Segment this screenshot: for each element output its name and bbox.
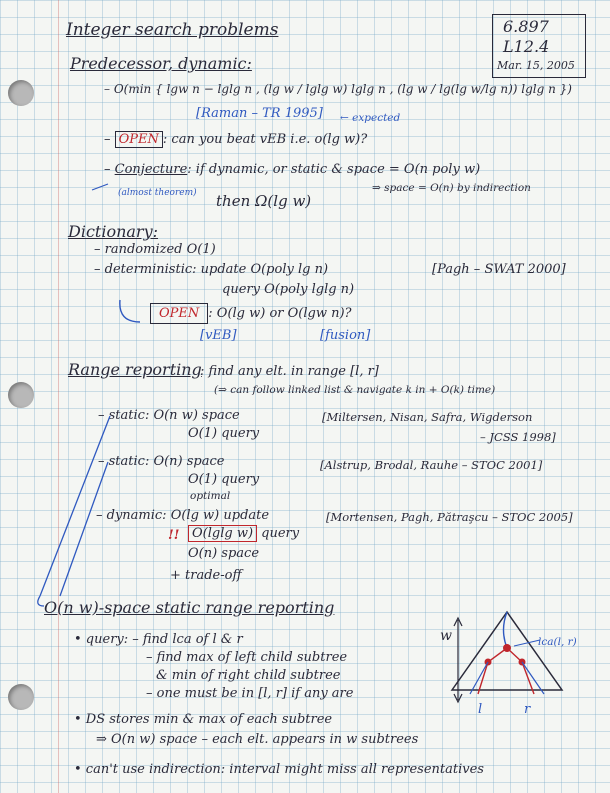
page-title: Integer search problems — [66, 20, 279, 40]
static2-query: O(1) query — [188, 472, 260, 487]
range-heading: Range reporting — [68, 360, 202, 379]
dict-randomized: – randomized O(1) — [94, 242, 216, 257]
static1-cite: [Miltersen, Nisan, Safra, Wigderson — [322, 410, 533, 424]
onw-q1: • query: – find lca of l & r — [74, 632, 243, 647]
dynamic-cite: [Mortensen, Pagh, Pătraşcu – STOC 2005] — [326, 510, 573, 524]
tree-subtrees — [478, 648, 534, 694]
dict-open-text: : O(lg w) or O(lgw n)? — [208, 306, 352, 321]
range-def2: (⇒ can follow linked list & navigate k in + O(k) time) — [214, 384, 496, 396]
onw-cant: • can't use indirection: interval might miss all representatives — [74, 762, 484, 777]
range-arrow-left — [40, 416, 110, 596]
dict-veb: [vEB] — [200, 328, 237, 343]
dict-cite: [Pagh – SWAT 2000] — [432, 262, 566, 277]
dict-query: query O(poly lglg n) — [222, 282, 355, 297]
dynamic-space: O(n) space — [188, 546, 260, 561]
course-number: 6.897 — [503, 17, 549, 36]
static1-cite2: – JCSS 1998] — [480, 430, 556, 444]
dynamic-bang: !! — [168, 528, 180, 543]
static2: – static: O(n) space — [98, 454, 225, 469]
open-text: : can you beat vEB i.e. o(lg w)? — [162, 132, 368, 147]
predecessor-bound: – O(min { lgw n − lglg n , (lg w / lglg w) lglg n , (lg w / lg(lg w/lg n)) lglg n }) — [104, 82, 572, 96]
predecessor-cite: [Raman – TR 1995] — [196, 106, 323, 121]
predecessor-expected: ← expected — [340, 112, 401, 124]
dynamic-query-box: O(lglg w) — [188, 525, 257, 542]
dict-open-badge: OPEN — [150, 303, 208, 324]
dictionary-heading: Dictionary: — [68, 222, 159, 241]
onw-q2: – find max of left child subtree — [146, 650, 348, 665]
conjecture-text: : if dynamic, or static & space = O(n poly w) — [187, 162, 481, 177]
onw-q4: – one must be in [l, r] if any are — [146, 686, 354, 701]
conjecture-then: then Ω(lg w) — [216, 192, 312, 210]
dynamic: – dynamic: O(lg w) update — [96, 508, 270, 523]
range-arrow-tail — [38, 596, 44, 606]
onw-q3: & min of right child subtree — [156, 668, 341, 683]
tree-r-label: r — [524, 702, 531, 717]
dict-fusion: [fusion] — [320, 328, 371, 343]
tree-l-label: l — [478, 702, 483, 717]
open-badge: OPEN — [115, 131, 163, 148]
lecture-date: Mar. 15, 2005 — [497, 59, 575, 72]
almost-arrow — [92, 184, 108, 190]
onw-ds: • DS stores min & max of each subtree — [74, 712, 333, 727]
almost-theorem: (almost theorem) — [118, 188, 197, 198]
static1: – static: O(n w) space — [98, 408, 240, 423]
conjecture-label: Conjecture — [114, 162, 188, 177]
static2-optimal: optimal — [190, 490, 231, 502]
tradeoff: + trade-off — [170, 568, 242, 583]
lecture-page: L12.4 — [503, 37, 550, 56]
tree-w-label: w — [440, 628, 452, 644]
dict-deterministic: – deterministic: update O(poly lg n) — [94, 262, 329, 277]
static2-cite: [Alstrup, Brodal, Rauhe – STOC 2001] — [320, 458, 543, 472]
range-def: : find any elt. in range [l, r] — [200, 364, 379, 379]
dict-arrow — [120, 300, 140, 322]
dynamic-query-label: query — [261, 526, 300, 541]
onw-ds2: ⇒ O(n w) space – each elt. appears in w subtrees — [96, 732, 419, 747]
space-note: ⇒ space = O(n) by indirection — [372, 182, 531, 194]
onw-heading: O(n w)-space static range reporting — [44, 598, 335, 617]
predecessor-open-row: – OPEN : can you beat vEB i.e. o(lg w)? — [104, 132, 368, 147]
tree-lca-label: lca(l, r) — [538, 636, 577, 648]
predecessor-heading: Predecessor, dynamic: — [70, 54, 252, 73]
conjecture-row: – Conjecture: if dynamic, or static & space = O(n poly w) — [104, 162, 481, 177]
static1-query: O(1) query — [188, 426, 260, 441]
